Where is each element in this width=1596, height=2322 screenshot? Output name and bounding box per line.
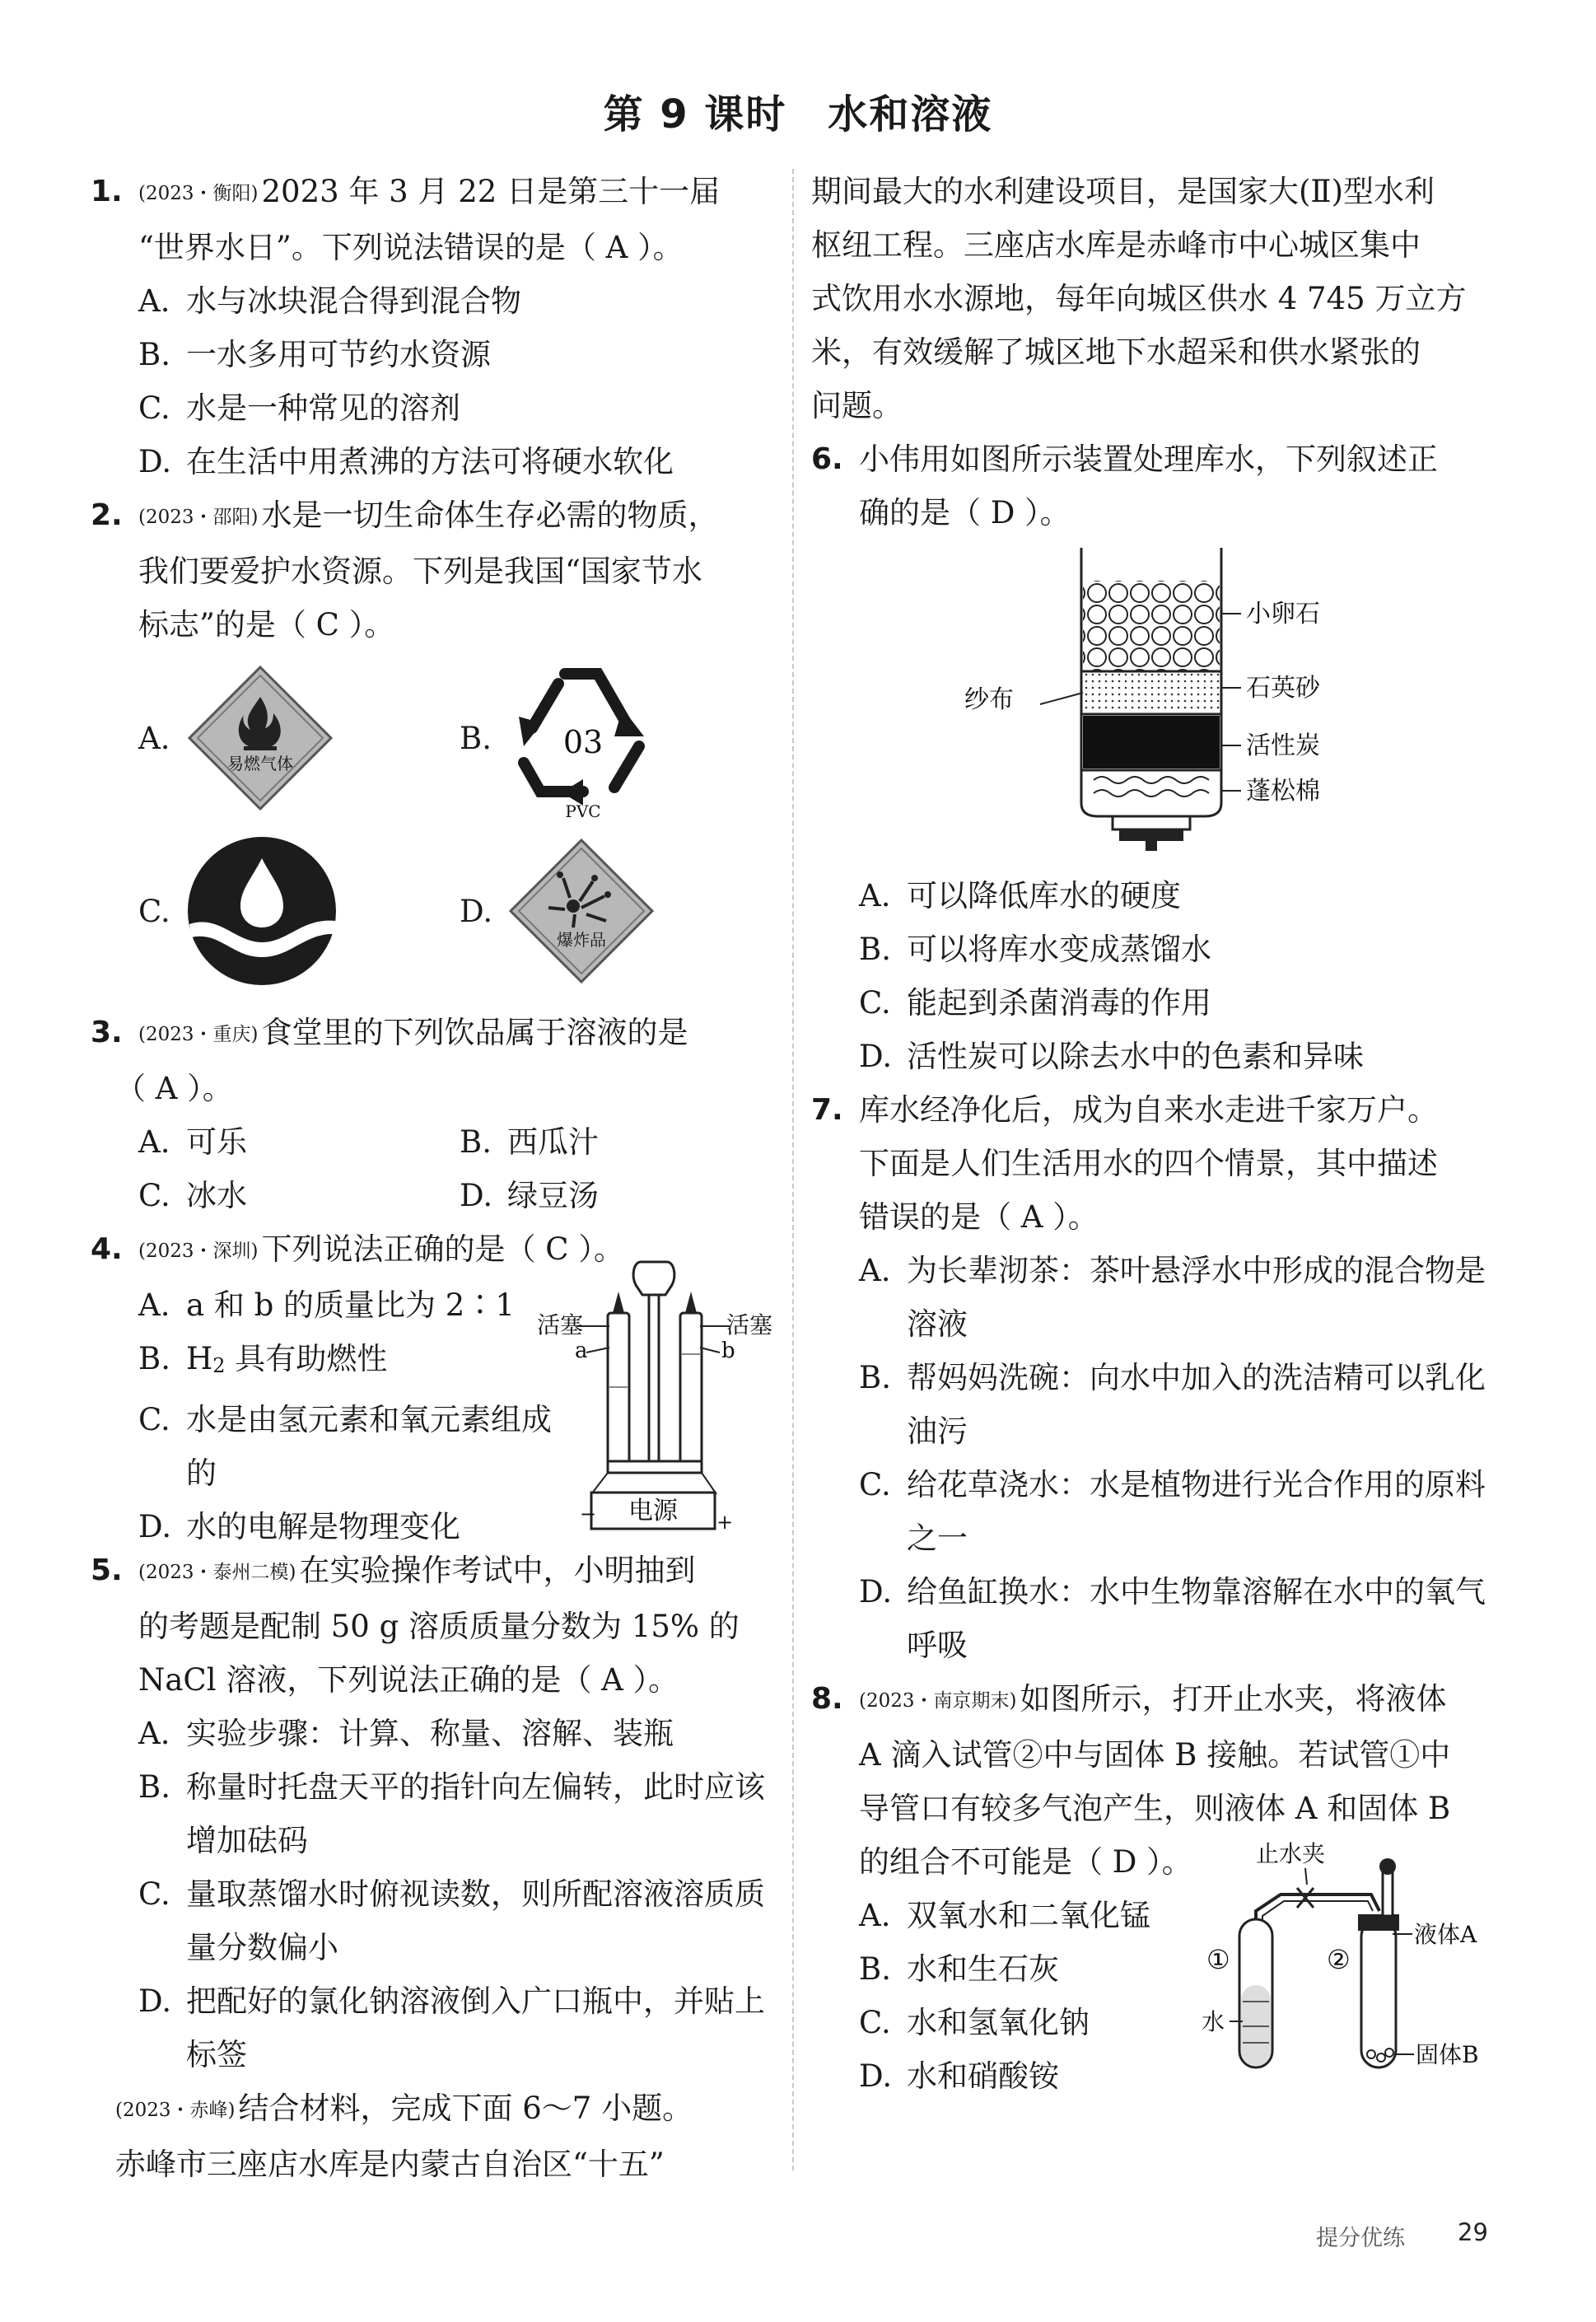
question-7 [811, 1083, 1507, 1672]
option-c: C. 量取蒸馏水时俯视读数，则所配溶液溶质质量分数偏小 [138, 1876, 765, 1965]
option-a: A. 水与冰块混合得到混合物 [138, 283, 521, 319]
option-d: D. 给鱼缸换水：水中生物靠溶解在水中的氧气呼吸 [859, 1574, 1486, 1663]
option-d-sign: D. 爆炸品 [460, 837, 781, 985]
gas-generation-apparatus-diagram [1202, 1837, 1503, 2084]
question-stem: “世界水日”。下列说法错误的是（ A ）。 [138, 230, 684, 265]
option-b: B. 帮妈妈洗碗：向水中加入的洗洁精可以乳化油污 [859, 1360, 1486, 1449]
option-b: B. 一水多用可节约水资源 [138, 337, 491, 372]
question-stem: 确的是（ D ）。 [859, 495, 1071, 530]
option-c: C. 水和氢氧化钠 [859, 2005, 1090, 2040]
page-number: 29 [1458, 2218, 1488, 2246]
material-paragraph: 问题。 [811, 388, 903, 423]
question-2 [91, 488, 782, 997]
question-stem: 水是一切生命体生存必需的物质， [261, 498, 719, 533]
options-row-2 [138, 1169, 782, 1222]
question-4 [91, 1222, 782, 1544]
question-number: 4. [91, 1232, 123, 1266]
question-number: 8. [811, 1682, 843, 1716]
option-d: D. 水和硝酸铵 [859, 2058, 1059, 2094]
question-number: 5. [91, 1553, 123, 1587]
question-source: (2023・深圳) [138, 1240, 259, 1262]
sign-b-text: PVC [565, 801, 601, 821]
sign-d-text: 爆炸品 [557, 930, 606, 950]
sign-b-number: 03 [562, 724, 604, 760]
minus-sign: − [580, 1502, 597, 1525]
question-stem: 2023 年 3 月 22 日是第三十一届 [261, 174, 721, 209]
question-stem: 下面是人们生活用水的四个情景，其中描述 [859, 1146, 1438, 1181]
question-number: 6. [811, 442, 843, 476]
question-stem: 小伟用如图所示装置处理库水，下列叙述正 [859, 442, 1438, 477]
water-label: 水 [1202, 2008, 1225, 2035]
option-a: A. 实验步骤：计算、称量、溶解、装瓶 [138, 1716, 674, 1751]
liquid-a-label: 液体A [1414, 1921, 1477, 1948]
question-stem: 的考题是配制 50 g 溶质质量分数为 15% 的 [138, 1609, 740, 1644]
material-paragraph: 枢纽工程。三座店水库是赤峰市中心城区集中 [811, 227, 1421, 263]
option-b: B. 水和生石灰 [859, 1951, 1059, 1987]
right-valve-label: 活塞 [726, 1311, 773, 1339]
option-b: B. 称量时托盘天平的指针向左偏转，此时应该增加砝码 [138, 1769, 765, 1858]
option-c-sign: C. [138, 835, 460, 988]
option-c: C. 水是一种常见的溶剂 [138, 390, 460, 426]
question-5 [91, 1544, 782, 2081]
question-stem: 错误的是（ A ）。 [859, 1199, 1099, 1235]
question-stem: 库水经净化后，成为自来水走进千家万户。 [859, 1092, 1438, 1128]
question-number: 1. [91, 175, 123, 208]
option-b: B. 西瓜汁 [460, 1124, 599, 1160]
option-a: A. 可乐 [138, 1124, 247, 1160]
question-stem: 如图所示，打开止水夹，将液体 [1020, 1681, 1447, 1717]
sign-a-text: 易燃气体 [227, 754, 293, 773]
option-a: A. 可以降低库水的硬度 [859, 878, 1181, 913]
right-column [811, 165, 1507, 2094]
question-source: (2023・邵阳) [138, 507, 259, 528]
option-a: A. 为长辈沏茶：茶叶悬浮水中形成的混合物是溶液 [859, 1253, 1486, 1342]
electrolysis-apparatus-diagram [537, 1255, 782, 1535]
tube-1-label: ① [1206, 1944, 1230, 1975]
option-b-sign: B. 03 PVC [460, 656, 781, 820]
question-stem: 的组合不可能是（ D ）。 [859, 1844, 1192, 1880]
question-stem: 导管口有较多气泡产生，则液体 A 和固体 B [859, 1791, 1451, 1826]
clamp-label: 止水夹 [1256, 1840, 1326, 1867]
option-b: B. 可以将库水变成蒸馏水 [859, 932, 1211, 967]
tube-a-label: a [575, 1339, 588, 1363]
material-paragraph: 米，有效缓解了城区地下水超采和供水紧张的 [811, 334, 1421, 370]
option-d: D. 绿豆汤 [460, 1178, 599, 1213]
option-c: C. 冰水 [138, 1178, 247, 1213]
option-d: D. 活性炭可以除去水中的色素和异味 [859, 1039, 1364, 1074]
question-stem: 标志”的是（ C ）。 [138, 607, 395, 642]
recycling-pvc-sign-icon [507, 656, 656, 820]
flammable-gas-sign-icon [186, 664, 334, 812]
gauze-label: 纱布 [964, 685, 1014, 714]
tube-2-label: ② [1327, 1944, 1351, 1975]
question-stem: （ A ）。 [115, 1071, 233, 1106]
options-row-1 [138, 1115, 782, 1169]
reading-material: (2023・赤峰) 结合材料，完成下面 6～7 小题。 赤峰市三座店水库是内蒙古自治区“十五” [91, 2081, 782, 2191]
question-source: (2023・衡阳) [138, 183, 259, 204]
question-8 [811, 1672, 1507, 2094]
question-stem: 下列说法正确的是（ C ）。 [261, 1231, 624, 1267]
footer-book-title: 提分优练 [1316, 2226, 1405, 2251]
power-label: 电源 [628, 1497, 678, 1525]
explosive-sign-icon [507, 837, 656, 985]
plus-sign: + [716, 1511, 734, 1534]
sign-row-1 [138, 652, 782, 825]
material-paragraph: 赤峰市三座店水库是内蒙古自治区“十五” [115, 2147, 665, 2182]
question-number: 7. [811, 1093, 843, 1127]
column-divider [792, 169, 794, 2170]
question-source: (2023・泰州二模) [138, 1562, 296, 1583]
question-stem: 食堂里的下列饮品属于溶液的是 [261, 1015, 688, 1050]
cotton-label: 蓬松棉 [1246, 777, 1320, 806]
pebbles-label: 小卵石 [1246, 600, 1320, 628]
sign-row-2 [138, 825, 782, 997]
tube-b-label: b [721, 1339, 735, 1363]
water-saving-sign-icon [186, 835, 338, 988]
question-number: 2. [91, 498, 123, 532]
question-stem: A 滴入试管②中与固体 B 接触。若试管①中 [859, 1737, 1451, 1773]
question-stem: NaCl 溶液，下列说法正确的是（ A ）。 [138, 1662, 679, 1698]
question-3 [91, 1006, 782, 1222]
option-d: D. 把配好的氯化钠溶液倒入广口瓶中，并贴上标签 [138, 1983, 765, 2072]
material-paragraph: 期间最大的水利建设项目，是国家大(Ⅱ)型水利 [811, 174, 1435, 209]
water-filter-diagram [958, 540, 1386, 853]
quartz-sand-label: 石英砂 [1246, 674, 1320, 703]
material-source: (2023・赤峰) [115, 2100, 236, 2121]
left-column [91, 165, 782, 2191]
option-c: C. 能起到杀菌消毒的作用 [859, 985, 1211, 1021]
question-stem: 在实验操作考试中，小明抽到 [299, 1553, 696, 1588]
question-stem: 我们要爱护水资源。下列是我国“国家节水 [138, 554, 702, 589]
page-title: 第 9 课时 水和溶液 [603, 91, 993, 138]
option-a: A. 双氧水和二氧化锰 [859, 1898, 1150, 1933]
question-1 [91, 165, 782, 488]
question-source: (2023・南京期末) [859, 1690, 1017, 1712]
option-b: B. H2 具有助燃性 [138, 1341, 388, 1377]
option-a-sign: A. 易燃气体 [138, 664, 460, 812]
question-6 [811, 432, 1507, 1083]
left-valve-label: 活塞 [537, 1311, 584, 1339]
question-source: (2023・重庆) [138, 1024, 259, 1045]
question-number: 3. [91, 1016, 123, 1049]
option-d: D. 在生活中用煮沸的方法可将硬水软化 [138, 444, 674, 479]
option-c: C. 水是由氢元素和氧元素组成的 [138, 1402, 552, 1491]
material-paragraph: 式饮用水水源地，每年向城区供水 4 745 万立方 [811, 281, 1467, 316]
solid-b-label: 固体B [1416, 2041, 1479, 2068]
option-d: D. 水的电解是物理变化 [138, 1509, 460, 1544]
activated-carbon-label: 活性炭 [1246, 731, 1320, 760]
option-a: A. a 和 b 的质量比为 2∶1 [138, 1287, 515, 1323]
option-c: C. 给花草浇水：水是植物进行光合作用的原料之一 [859, 1467, 1486, 1556]
